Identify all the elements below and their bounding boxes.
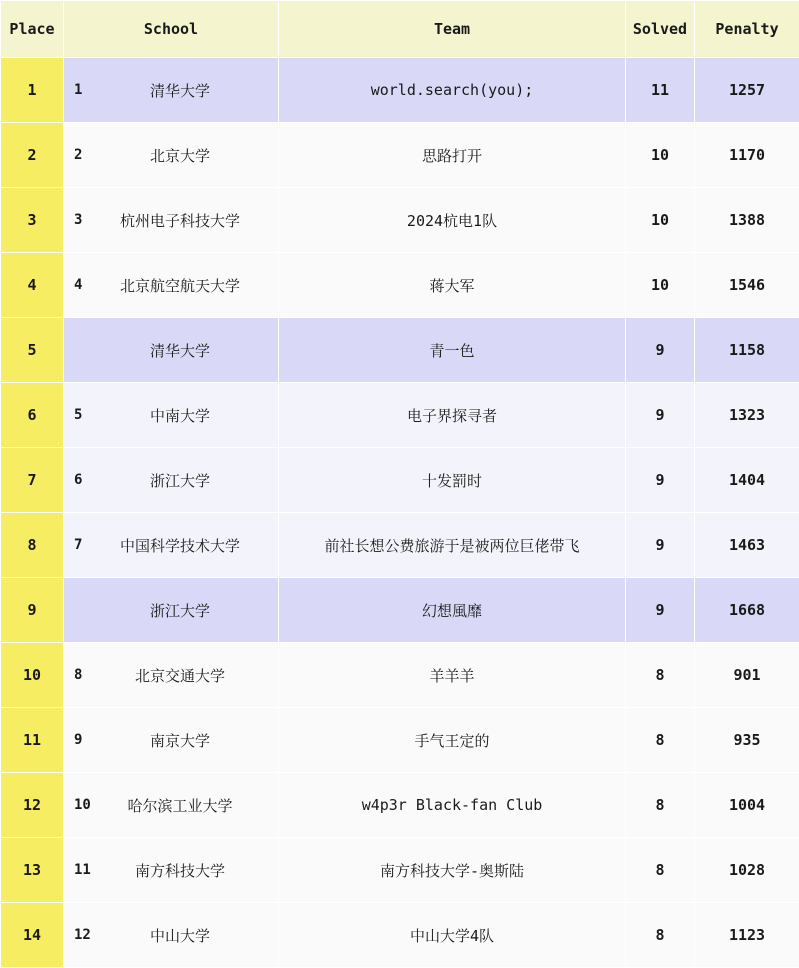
school-name: 中国科学技术大学 [68, 535, 274, 556]
cell-school [64, 903, 279, 968]
school-name: 清华大学 [68, 340, 274, 361]
school-rank: 7 [74, 537, 82, 553]
cell-penalty: 1158 [695, 318, 799, 383]
table-row [1, 903, 799, 968]
cell-solved: 10 [626, 253, 695, 318]
table-row [1, 58, 799, 123]
cell-place: 12 [1, 773, 64, 838]
cell-solved: 8 [626, 708, 695, 773]
school-name: 北京大学 [68, 145, 274, 166]
school-rank: 9 [74, 732, 82, 748]
cell-penalty: 1404 [695, 448, 799, 513]
cell-team: 2024杭电1队 [279, 188, 626, 253]
cell-penalty: 901 [695, 643, 799, 708]
cell-solved: 9 [626, 448, 695, 513]
column-header-team: Team [279, 1, 626, 58]
cell-penalty: 1028 [695, 838, 799, 903]
cell-place: 6 [1, 383, 64, 448]
cell-solved: 10 [626, 123, 695, 188]
cell-penalty: 1170 [695, 123, 799, 188]
school-rank: 11 [74, 862, 91, 878]
table-row [1, 318, 799, 383]
cell-place: 9 [1, 578, 64, 643]
cell-solved: 8 [626, 773, 695, 838]
cell-penalty: 1388 [695, 188, 799, 253]
cell-solved: 11 [626, 58, 695, 123]
school-rank: 12 [74, 927, 91, 943]
school-name: 北京航空航天大学 [68, 275, 274, 296]
table-row [1, 578, 799, 643]
cell-school [64, 773, 279, 838]
cell-penalty: 1257 [695, 58, 799, 123]
table-header-row [1, 1, 799, 58]
cell-team: 前社长想公费旅游于是被两位巨佬带飞 [279, 513, 626, 578]
school-name: 中南大学 [68, 405, 274, 426]
table-row [1, 643, 799, 708]
cell-school [64, 123, 279, 188]
school-rank: 3 [74, 212, 82, 228]
cell-team: w4p3r Black-fan Club [279, 773, 626, 838]
cell-place: 11 [1, 708, 64, 773]
cell-solved: 9 [626, 513, 695, 578]
cell-solved: 8 [626, 903, 695, 968]
cell-team: 幻想風靡 [279, 578, 626, 643]
school-rank: 8 [74, 667, 82, 683]
cell-solved: 8 [626, 643, 695, 708]
cell-school [64, 383, 279, 448]
cell-school [64, 513, 279, 578]
table-body [1, 58, 799, 968]
school-rank: 10 [74, 797, 91, 813]
cell-school [64, 578, 279, 643]
cell-school [64, 838, 279, 903]
column-header-penalty: Penalty [695, 1, 799, 58]
table-row [1, 708, 799, 773]
school-name: 中山大学 [68, 925, 274, 946]
school-name: 清华大学 [68, 80, 274, 101]
cell-school [64, 318, 279, 383]
school-rank: 4 [74, 277, 82, 293]
cell-place: 2 [1, 123, 64, 188]
cell-team: 青一色 [279, 318, 626, 383]
school-name: 浙江大学 [68, 600, 274, 621]
school-name: 杭州电子科技大学 [68, 210, 274, 231]
table-row [1, 383, 799, 448]
cell-team: 中山大学4队 [279, 903, 626, 968]
cell-penalty: 1546 [695, 253, 799, 318]
cell-school [64, 253, 279, 318]
table-row [1, 513, 799, 578]
school-name: 南方科技大学 [68, 860, 274, 881]
table-row [1, 188, 799, 253]
cell-penalty: 935 [695, 708, 799, 773]
cell-penalty: 1004 [695, 773, 799, 838]
cell-place: 7 [1, 448, 64, 513]
cell-team: 电子界探寻者 [279, 383, 626, 448]
column-header-school: School [64, 1, 279, 58]
cell-school [64, 448, 279, 513]
cell-team: 南方科技大学-奥斯陆 [279, 838, 626, 903]
cell-place: 13 [1, 838, 64, 903]
school-name: 北京交通大学 [68, 665, 274, 686]
column-header-solved: Solved [626, 1, 695, 58]
cell-penalty: 1668 [695, 578, 799, 643]
table-row [1, 448, 799, 513]
school-rank: 2 [74, 147, 82, 163]
cell-place: 1 [1, 58, 64, 123]
table-row [1, 838, 799, 903]
school-rank: 1 [74, 82, 82, 98]
table-row [1, 773, 799, 838]
cell-team: 羊羊羊 [279, 643, 626, 708]
column-header-place: Place [1, 1, 64, 58]
cell-team: world.search(you); [279, 58, 626, 123]
cell-place: 8 [1, 513, 64, 578]
cell-place: 14 [1, 903, 64, 968]
cell-team: 手气王定的 [279, 708, 626, 773]
cell-penalty: 1463 [695, 513, 799, 578]
cell-school [64, 643, 279, 708]
cell-penalty: 1123 [695, 903, 799, 968]
cell-solved: 9 [626, 578, 695, 643]
school-rank: 6 [74, 472, 82, 488]
cell-penalty: 1323 [695, 383, 799, 448]
school-rank: 5 [74, 407, 82, 423]
cell-team: 十发罰时 [279, 448, 626, 513]
cell-school [64, 58, 279, 123]
school-name: 哈尔滨工业大学 [68, 795, 274, 816]
cell-team: 蒋大军 [279, 253, 626, 318]
cell-place: 5 [1, 318, 64, 383]
school-name: 浙江大学 [68, 470, 274, 491]
cell-school [64, 708, 279, 773]
cell-school [64, 188, 279, 253]
cell-solved: 9 [626, 318, 695, 383]
table-row [1, 123, 799, 188]
cell-place: 3 [1, 188, 64, 253]
cell-solved: 9 [626, 383, 695, 448]
school-name: 南京大学 [68, 730, 274, 751]
cell-place: 4 [1, 253, 64, 318]
cell-solved: 10 [626, 188, 695, 253]
cell-place: 10 [1, 643, 64, 708]
cell-solved: 8 [626, 838, 695, 903]
cell-team: 思路打开 [279, 123, 626, 188]
table-row [1, 253, 799, 318]
